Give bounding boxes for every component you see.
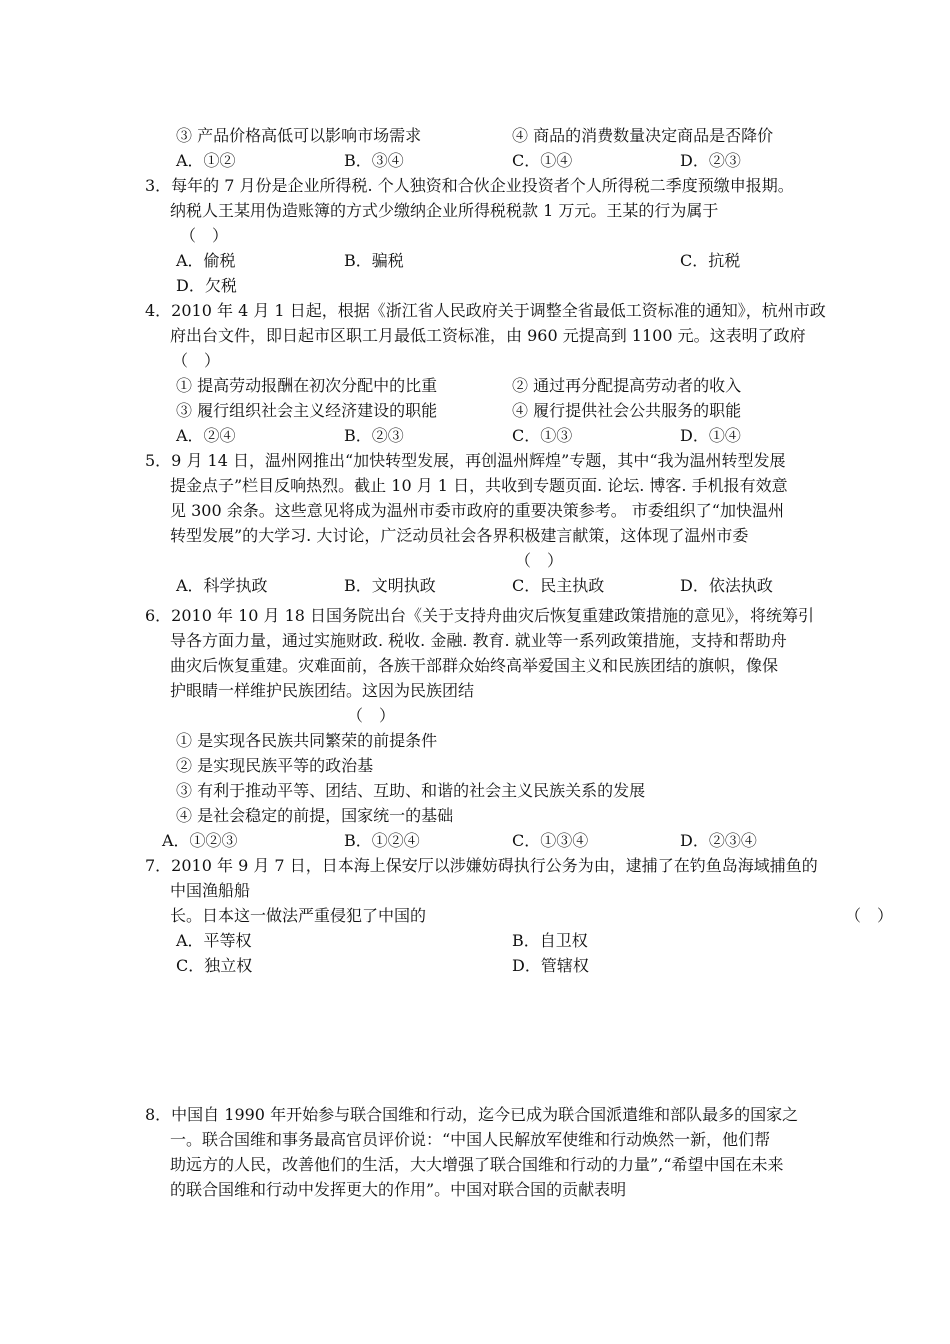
q5-stem-line-1: 5．9 月 14 日，温州网推出“加快转型发展，再创温州辉煌”专题，其中“我为温州转型发展 [145, 451, 786, 470]
q7-stem-line-1: 7．2010 年 9 月 7 日，日本海上保安厅以涉嫌妨碍执行公务为由，逮捕了在钓鱼岛海域捕鱼的 [145, 856, 818, 875]
q6-answer-blank: （ ） [347, 706, 396, 725]
q8-stem-line-3: 助远方的人民，改善他们的生活，大大增强了联合国维和行动的力量”,“希望中国在未来 [170, 1155, 784, 1174]
q4-choice-c: C．①③ [512, 426, 573, 445]
q8-stem-line-1: 8．中国自 1990 年开始参与联合国维和行动，迄今已成为联合国派遣维和部队最多的国家之 [145, 1105, 799, 1124]
q3-choice-d: D．欠税 [176, 276, 237, 295]
q6-choice-c: C．①③④ [512, 831, 589, 850]
q4-option-2: ② 通过再分配提高劳动者的收入 [512, 376, 742, 395]
q7-choice-a: A．平等权 [176, 931, 252, 950]
q7-choice-d: D．管辖权 [512, 956, 589, 975]
q6-option-1: ① 是实现各民族共同繁荣的前提条件 [176, 731, 438, 750]
q5-stem-line-3: 见 300 余条。这些意见将成为温州市委市政府的重要决策参考。 市委组织了“加快温州 [170, 501, 784, 520]
q4-choice-d: D．①④ [680, 426, 741, 445]
q6-option-2: ② 是实现民族平等的政治基 [176, 756, 374, 775]
q7-stem-line-3: 长。日本这一做法严重侵犯了中国的 [170, 906, 427, 925]
q2-choice-c: C．①④ [512, 151, 573, 170]
q4-choice-a: A．②④ [176, 426, 236, 445]
q3-choice-a: A．偷税 [176, 251, 236, 270]
q3-stem-line-1: 3．每年的 7 月份是企业所得税. 个人独资和合伙企业投资者个人所得税二季度预缴申报期。 [145, 176, 794, 195]
q4-option-3: ③ 履行组织社会主义经济建设的职能 [176, 401, 438, 420]
q6-choice-d: D．②③④ [680, 831, 757, 850]
q2-choice-d: D．②③ [680, 151, 741, 170]
q6-choice-a: A．①②③ [162, 831, 238, 850]
q3-stem-line-2: 纳税人王某用伪造账簿的方式少缴纳企业所得税税款 1 万元。王某的行为属于 [170, 201, 719, 220]
q4-option-4: ④ 履行提供社会公共服务的职能 [512, 401, 742, 420]
q6-stem-line-3: 曲灾后恢复重建。灾难面前，各族干部群众始终高举爱国主义和民族团结的旗帜，像保 [170, 656, 779, 675]
q2-choice-b: B．③④ [344, 151, 404, 170]
q6-stem-line-4: 护眼睛一样维护民族团结。这因为民族团结 [170, 681, 475, 700]
q6-stem-line-1: 6．2010 年 10 月 18 日国务院出台《关于支持舟曲灾后恢复重建政策措施的意见》，将统筹引 [145, 606, 815, 625]
q3-answer-blank: （ ） [180, 226, 229, 245]
q8-stem-line-4: 的联合国维和行动中发挥更大的作用”。中国对联合国的贡献表明 [170, 1180, 627, 1199]
q4-choice-b: B．②③ [344, 426, 404, 445]
q7-choice-b: B．自卫权 [512, 931, 588, 950]
q5-stem-line-4: 转型发展”的大学习. 大讨论，广泛动员社会各界积极建言献策，这体现了温州市委 [170, 526, 749, 545]
q5-choice-a: A．科学执政 [176, 576, 268, 595]
q6-option-3: ③ 有利于推动平等、团结、互助、和谐的社会主义民族关系的发展 [176, 781, 646, 800]
q5-choice-b: B．文明执政 [344, 576, 436, 595]
q4-stem-line-1: 4．2010 年 4 月 1 日起，根据《浙江省人民政府关于调整全省最低工资标准的通知》，杭州市政 [145, 301, 826, 320]
q2-choice-a: A．①② [176, 151, 236, 170]
q7-choice-c: C．独立权 [176, 956, 253, 975]
q7-stem-line-2: 中国渔船船 [170, 881, 251, 900]
q5-stem-line-2: 提金点子”栏目反响热烈。截止 10 月 1 日，共收到专题页面. 论坛. 博客. 手机报有效意 [170, 476, 788, 495]
q6-stem-line-2: 导各方面力量，通过实施财政. 税收. 金融. 教育. 就业等一系列政策措施，支持和帮助舟 [170, 631, 787, 650]
q4-stem-line-2: 府出台文件，即日起市区职工月最低工资标准，由 960 元提高到 1100 元。这表明了政府 [170, 326, 806, 345]
q4-answer-blank: （ ） [172, 351, 221, 370]
q8-stem-line-2: 一。联合国维和事务最高官员评价说：“中国人民解放军使维和行动焕然一新，他们帮 [170, 1130, 771, 1149]
q2-option-3: ③ 产品价格高低可以影响市场需求 [176, 126, 422, 145]
q6-option-4: ④ 是社会稳定的前提，国家统一的基础 [176, 806, 454, 825]
q3-choice-c: C．抗税 [680, 251, 741, 270]
q2-option-4: ④ 商品的消费数量决定商品是否降价 [512, 126, 774, 145]
q4-option-1: ① 提高劳动报酬在初次分配中的比重 [176, 376, 438, 395]
q5-answer-blank: （ ） [515, 551, 564, 570]
q5-choice-d: D．依法执政 [680, 576, 773, 595]
q5-choice-c: C．民主执政 [512, 576, 605, 595]
q7-answer-blank: （ ） [845, 906, 894, 925]
q3-choice-b: B．骗税 [344, 251, 404, 270]
q6-choice-b: B．①②④ [344, 831, 420, 850]
